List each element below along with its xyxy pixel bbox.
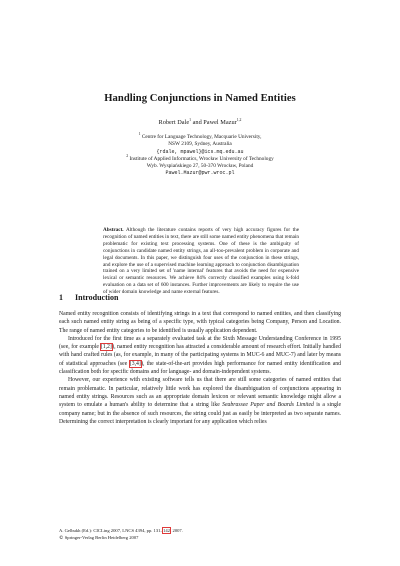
affiliation-line: Institute of Applied Informatics, Wrocław University of Technology	[129, 155, 274, 162]
affiliation-line: Centre for Language Technology, Macquarie University,	[141, 134, 262, 140]
paragraph-text: However, our experience with existing software tells us that there are still some categories of named entities that remain problematic. In particular, relatively little work has explored the disambiguation of conjunctions appearing in named entity strings. Resources such as an appropriate domain lexicon or relevant semantic knowledge might allow a system to emulate a human's ability to determine that a string like	[59, 377, 341, 409]
affiliation-line: Wyb. Wyspiańskiego 27, 50-370 Wrocław, Poland	[146, 163, 254, 170]
abstract	[103, 227, 299, 296]
page-footer	[59, 528, 341, 542]
affiliation	[60, 131, 340, 156]
affiliation-line: NSW 2109, Sydney, Australia	[168, 141, 232, 148]
section-number: 1	[59, 293, 63, 302]
abstract-text: Although the literature contains reports of very high accuracy figures for the recognition of named entities in text, there are still some named entity phenomena that remain problematic for existing text processing systems. One of these is the ambiguity of conjunctions in candidate named entity strings, an all-too-prevalent problem in corporate and legal documents. In this paper, we distinguish four uses of the conjunction in these strings, and explore the use of a supervised machine learning approach to conjunction disambiguation trained on a very limited set of 'name internal' features that avoids the need for expensive lexical or semantic resources. We achieve 84% correctly classified examples using k-fold evaluation on a data set of 600 instances. Further improvements are likely to require the use of wider domain knowledge and name external features.	[103, 227, 299, 296]
paragraph: Named entity recognition consists of identifying strings in a text that correspond to named entities, and then classifying each such named entity string as being of a specific type, with typical categories being Company, Person and Location. The range of named entity categories to be identified is usually application dependent.	[59, 311, 341, 334]
section-heading	[59, 293, 118, 302]
affiliation-email[interactable]: {rdale, mpawel}@ics.mq.edu.au	[156, 148, 244, 155]
body-text	[59, 310, 341, 426]
section-title: Introduction	[75, 293, 119, 302]
paragraph	[59, 376, 341, 426]
author-name: Robert Dale	[158, 119, 190, 126]
author-line	[40, 119, 360, 126]
footer-citation	[59, 528, 341, 535]
affiliation-mark: 1	[138, 131, 141, 136]
affiliations	[60, 131, 340, 178]
author-affil-mark: 1,2	[236, 117, 242, 122]
affiliation	[60, 153, 340, 178]
paragraph-text: is a single company name; but in the absence of such resources, the string could just as easily be interpreted as two separate names. Determining the correct interpretation is clearly important for any application which relies	[59, 402, 342, 425]
paper-title: Handling Conjunctions in Named Entities	[104, 93, 296, 104]
affiliation-mark: 2	[126, 153, 129, 158]
citation-link[interactable]: [3,4]	[129, 360, 141, 367]
citation-link[interactable]: [1,2]	[100, 344, 112, 351]
footer-copyright	[59, 535, 341, 543]
footer-text: , 2007.	[170, 528, 183, 533]
italic-example: Seabrassee Paper and Boards Limited	[222, 402, 314, 409]
paragraph-text: ), the state-of-the-art provides high performance for named entity identification and classification both for specific domains and for language- and domain-independent systems.	[59, 360, 341, 376]
affiliation-email[interactable]: Pawel.Mazur@pwr.wroc.pl	[165, 170, 235, 177]
paragraph-text: ), named entity recognition has attracted a considerable amount of research effort. Initially handled with hand crafted rules (as, for example, in many of the participating systems in MUC-6 and MUC-7) and later by means of statistical approaches (see	[59, 344, 341, 367]
footer-text: A. Gelbukh (Ed.): CICLing 2007, LNCS 4394, pp. 131–	[59, 528, 163, 533]
page-range-link[interactable]: 142	[163, 528, 170, 533]
paragraph-text: Introduced for the first time as a separately evaluated task at the Sixth Message Understanding Conference in 1995 (see, for example	[59, 335, 341, 351]
copyright-icon: ©	[59, 535, 64, 541]
paragraph	[59, 335, 341, 376]
abstract-label: Abstract.	[103, 227, 124, 233]
author-affil-mark: 1	[189, 117, 192, 122]
author-name: Pawel Mazur	[203, 119, 237, 126]
author-connector: and	[192, 119, 202, 126]
footer-text: Springer-Verlag Berlin Heidelberg 2007	[64, 534, 139, 540]
